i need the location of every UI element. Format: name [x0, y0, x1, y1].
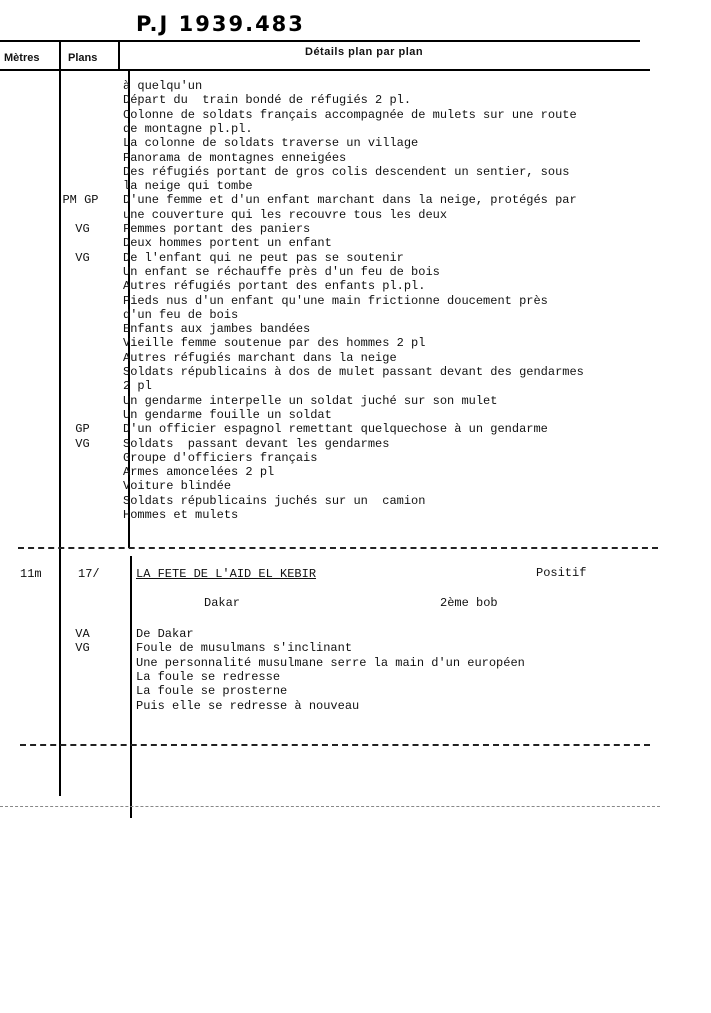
- shot-description: Départ du train bondé de réfugiés 2 pl.: [123, 93, 412, 108]
- header-bottom-rule: [0, 69, 650, 71]
- plan-code: VG: [75, 641, 90, 656]
- section-1: [0, 79, 711, 539]
- shot-description: Soldats républicains à dos de mulet passant devant des gendarmes: [123, 365, 584, 379]
- shot-description: Vieille femme soutenue par des hommes 2 pl: [123, 336, 426, 351]
- shot-description: Foule de musulmans s'inclinant: [136, 641, 353, 656]
- positif-label: Positif: [536, 566, 587, 580]
- plan-code: VA: [75, 627, 90, 641]
- shot-description: Puis elle se redresse à nouveau: [136, 698, 360, 713]
- shot-description: 2 pl: [123, 379, 152, 394]
- shot-description: Groupe d'officiers français: [123, 450, 318, 465]
- plan-code: VG: [75, 250, 90, 265]
- section-separator-2: [20, 744, 650, 746]
- shot-description: Autres réfugiés portant des enfants pl.pl.: [123, 279, 426, 294]
- shot-description: Une personnalité musulmane serre la main d'un européen: [136, 655, 525, 670]
- header-details: Détails plan par plan: [305, 46, 424, 58]
- shot-description: Colonne de soldats français accompagnée de mulets sur une route: [123, 107, 577, 122]
- shot-description: à quelqu'un: [123, 79, 203, 93]
- shot-description: d'un feu de bois: [123, 307, 239, 322]
- location-label: Dakar: [204, 596, 241, 610]
- shot-description: Soldats républicains juchés sur un camion: [123, 493, 426, 508]
- shot-description: Panorama de montagnes enneigées: [123, 150, 347, 165]
- header-metres: Mètres: [4, 52, 40, 64]
- page-bottom-rule: [0, 806, 660, 807]
- reel-label: 2ème bob: [440, 596, 498, 610]
- shot-description: D'une femme et d'un enfant marchant dans la neige, protégés par: [123, 193, 577, 208]
- shot-description: Un gendarme interpelle un soldat juché sur son mulet: [123, 393, 498, 408]
- shot-description: La foule se prosterne: [136, 684, 288, 699]
- section-2-rows: [0, 627, 711, 717]
- shot-description: Un enfant se réchauffe près d'un feu de bois: [123, 264, 440, 279]
- section-2-plan-number: 17/: [78, 567, 100, 581]
- shot-description: Pieds nus d'un enfant qu'une main frictionne doucement près: [123, 293, 548, 308]
- shot-description: Armes amoncelées 2 pl: [123, 465, 275, 480]
- handwritten-reference: P.J 1939.483: [136, 12, 305, 36]
- plan-code: VG: [75, 436, 90, 451]
- shot-description: La colonne de soldats traverse un village: [123, 136, 419, 151]
- section-2-title: LA FETE DE L'AID EL KEBIR: [136, 567, 317, 581]
- shot-description: Soldats passant devant les gendarmes: [123, 436, 390, 451]
- shot-description: la neige qui tombe: [123, 179, 253, 194]
- shot-description: La foule se redresse: [136, 669, 281, 684]
- plan-code: GP: [75, 422, 90, 437]
- header-plans: Plans: [68, 52, 98, 64]
- header-top-rule: [0, 40, 640, 42]
- shot-description: une couverture qui les recouvre tous les deux: [123, 207, 448, 222]
- shot-description: Voiture blindée: [123, 479, 232, 494]
- column-divider-header: [118, 41, 120, 71]
- shot-description: De l'enfant qui ne peut pas se soutenir: [123, 250, 404, 265]
- shot-description: De Dakar: [136, 627, 194, 641]
- shot-description: Femmes portant des paniers: [123, 222, 311, 236]
- shot-description: Deux hommes portent un enfant: [123, 236, 332, 251]
- shot-description: Un gendarme fouille un soldat: [123, 407, 332, 422]
- shot-description: de montagne pl.pl.: [123, 121, 253, 136]
- shot-description: Des réfugiés portant de gros colis descendent un sentier, sous: [123, 164, 570, 179]
- section-separator: [18, 547, 658, 549]
- shot-description: D'un officier espagnol remettant quelquechose à un gendarme: [123, 422, 548, 437]
- shot-description: Hommes et mulets: [123, 508, 239, 522]
- plan-code: PM GP: [62, 193, 99, 208]
- plan-code: VG: [75, 222, 90, 236]
- shot-description: Enfants aux jambes bandées: [123, 322, 311, 337]
- shot-description: Autres réfugiés marchant dans la neige: [123, 350, 397, 365]
- section-2-metres: 11m: [20, 567, 42, 581]
